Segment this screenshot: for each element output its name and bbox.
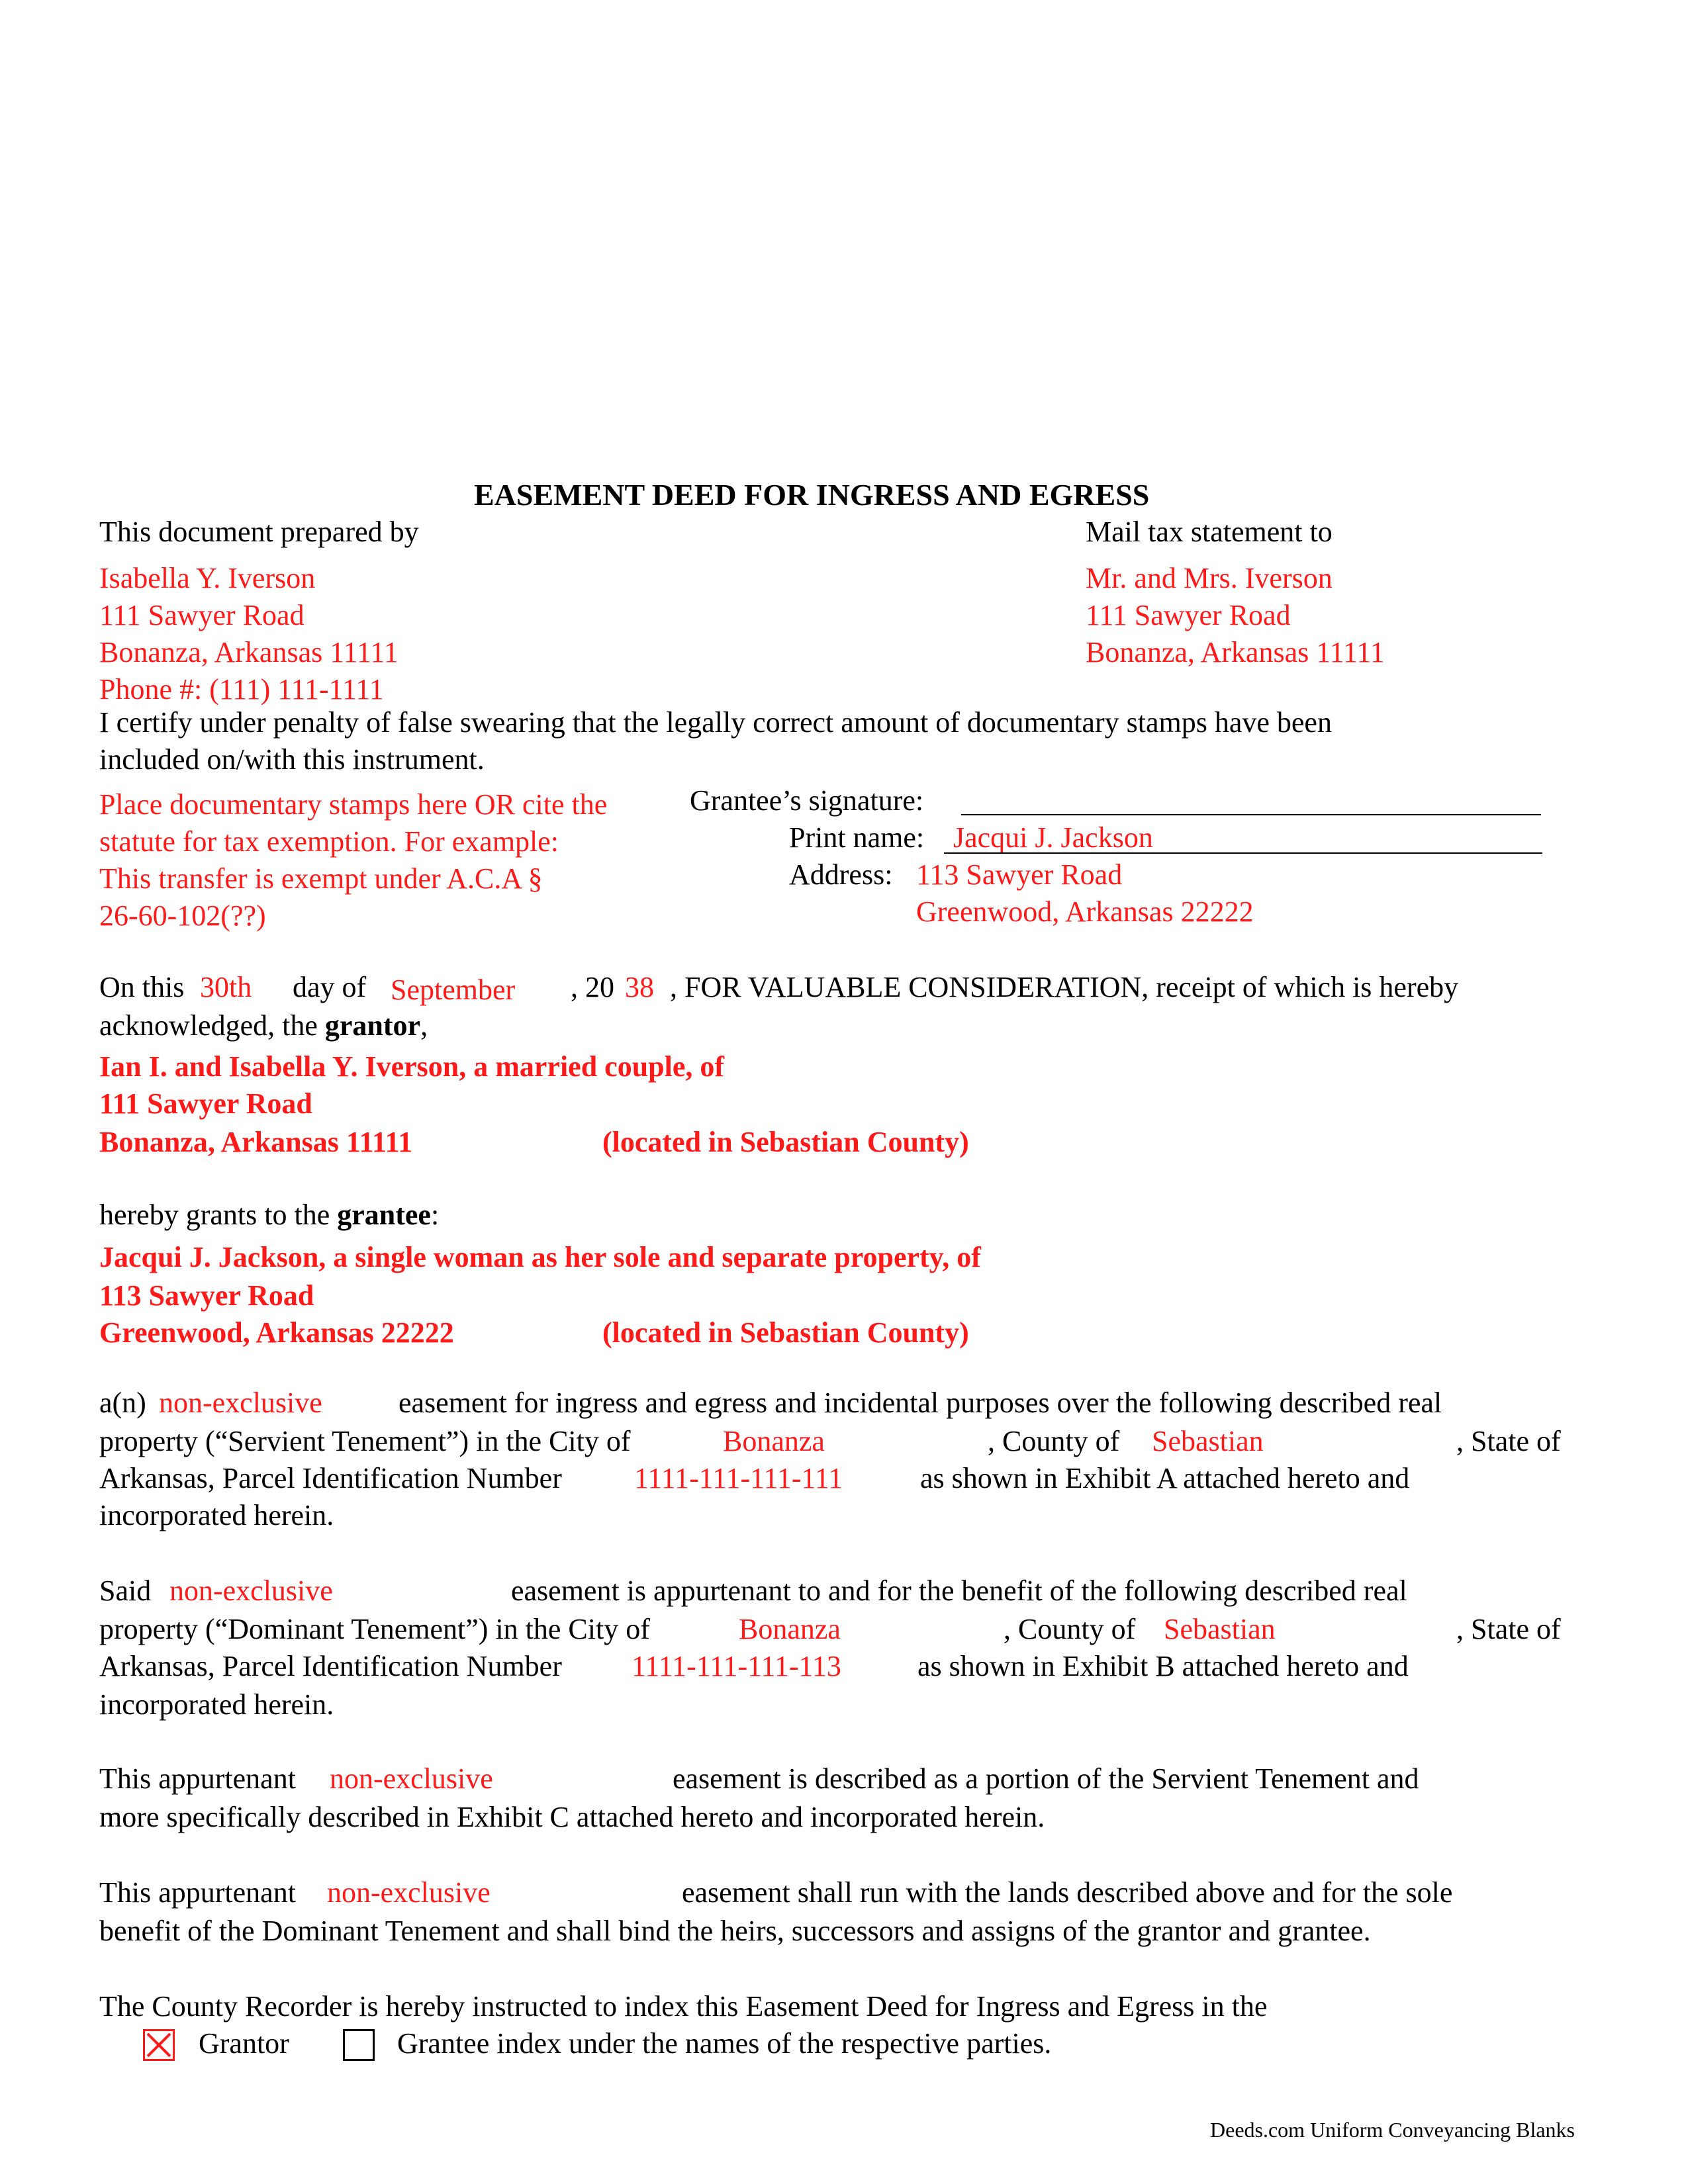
p4-prefix: This appurtenant bbox=[99, 1876, 296, 1909]
grantee-street: 113 Sawyer Road bbox=[99, 1279, 314, 1312]
address-label: Address: bbox=[789, 858, 893, 891]
ack-suffix: , bbox=[420, 1009, 428, 1042]
document-title: EASEMENT DEED FOR INGRESS AND EGRESS bbox=[474, 478, 1150, 512]
p3-prefix: This appurtenant bbox=[99, 1762, 296, 1795]
footer-branding: Deeds.com Uniform Conveyancing Blanks bbox=[1210, 2118, 1575, 2142]
print-name-label: Print name: bbox=[789, 821, 925, 854]
p4-type: non-exclusive bbox=[327, 1876, 491, 1909]
mail-tax-street: 111 Sawyer Road bbox=[1086, 599, 1291, 631]
day-of-text: day of bbox=[293, 971, 367, 1003]
p1-text-5: incorporated herein. bbox=[99, 1499, 334, 1531]
grantee-county: (located in Sebastian County) bbox=[602, 1316, 969, 1349]
p1-type: non-exclusive bbox=[159, 1387, 322, 1419]
p1-county: Sebastian bbox=[1152, 1425, 1264, 1457]
stamps-note-line-3: This transfer is exempt under A.C.A § bbox=[99, 862, 543, 895]
stamps-note-line-2: statute for tax exemption. For example: bbox=[99, 825, 559, 858]
grantor-index-checkbox[interactable] bbox=[143, 2029, 175, 2061]
p2-text-5: incorporated herein. bbox=[99, 1688, 334, 1721]
prepared-by-label: This document prepared by bbox=[99, 516, 419, 548]
p2-state-of: , State of bbox=[1456, 1613, 1561, 1645]
print-name-line bbox=[944, 852, 1542, 854]
p1-state-of: , State of bbox=[1456, 1425, 1561, 1457]
address-line-2: Greenwood, Arkansas 22222 bbox=[916, 895, 1254, 928]
grants-grantee-bold: grantee bbox=[337, 1199, 431, 1231]
p2-text-1: easement is appurtenant to and for the benefit of the following described real bbox=[511, 1574, 1407, 1607]
p4-text-1: easement shall run with the lands described above and for the sole bbox=[682, 1876, 1453, 1909]
grantee-city: Greenwood, Arkansas 22222 bbox=[99, 1316, 454, 1349]
year-prefix: , 20 bbox=[571, 971, 614, 1003]
p2-type: non-exclusive bbox=[169, 1574, 333, 1607]
p2-city: Bonanza bbox=[739, 1613, 841, 1645]
grantor-street: 111 Sawyer Road bbox=[99, 1087, 312, 1120]
p1-text-1: easement for ingress and egress and incidental purposes over the following described real bbox=[399, 1387, 1442, 1419]
grantee-signature-label: Grantee’s signature: bbox=[690, 784, 924, 817]
mail-tax-name: Mr. and Mrs. Iverson bbox=[1086, 562, 1333, 594]
p2-text-2: property (“Dominant Tenement”) in the City of bbox=[99, 1613, 650, 1645]
p2-county-label: , County of bbox=[1004, 1613, 1136, 1645]
grantor-county: (located in Sebastian County) bbox=[602, 1126, 969, 1158]
p1-text-3: Arkansas, Parcel Identification Number bbox=[99, 1462, 562, 1494]
year-suffix: 38 bbox=[625, 971, 654, 1003]
month-value: September bbox=[391, 974, 516, 1006]
p1-text-4: as shown in Exhibit A attached hereto and bbox=[920, 1462, 1410, 1494]
p2-county: Sebastian bbox=[1164, 1613, 1276, 1645]
p3-type: non-exclusive bbox=[330, 1762, 493, 1795]
address-line-1: 113 Sawyer Road bbox=[916, 858, 1123, 891]
certify-line-2: included on/with this instrument. bbox=[99, 743, 485, 776]
checked-x-icon bbox=[145, 2031, 173, 2059]
grantee-index-checkbox[interactable] bbox=[343, 2029, 375, 2061]
p1-county-label: , County of bbox=[988, 1425, 1120, 1457]
grants-suffix: : bbox=[430, 1199, 440, 1231]
signature-line[interactable] bbox=[961, 814, 1541, 815]
grantee-line-1: Jacqui J. Jackson, a single woman as her sole and separate property, of bbox=[99, 1241, 981, 1273]
mail-tax-city: Bonanza, Arkansas 11111 bbox=[1086, 636, 1385, 668]
p4-text-2: benefit of the Dominant Tenement and shall bind the heirs, successors and assigns of the grantor and grantee. bbox=[99, 1915, 1371, 1947]
ack-grantor-bold: grantor bbox=[324, 1009, 421, 1042]
index-line-1: The County Recorder is hereby instructed to index this Easement Deed for Ingress and Egress in the bbox=[99, 1990, 1268, 2023]
p2-text-3: Arkansas, Parcel Identification Number bbox=[99, 1650, 562, 1682]
p2-text-4: as shown in Exhibit B attached hereto and bbox=[917, 1650, 1409, 1682]
preparer-city: Bonanza, Arkansas 11111 bbox=[99, 636, 399, 668]
preparer-phone: Phone #: (111) 111-1111 bbox=[99, 673, 384, 705]
stamps-note-line-1: Place documentary stamps here OR cite the bbox=[99, 788, 608, 821]
mail-tax-label: Mail tax statement to bbox=[1086, 516, 1333, 548]
stamps-note-line-4: 26-60-102(??) bbox=[99, 899, 266, 932]
p1-text-2: property (“Servient Tenement”) in the City of bbox=[99, 1425, 631, 1457]
grantor-index-label: Grantor bbox=[199, 2027, 289, 2060]
print-name-value: Jacqui J. Jackson bbox=[953, 821, 1153, 854]
acknowledged-line bbox=[99, 1007, 428, 1044]
p1-parcel: 1111-111-111-111 bbox=[634, 1462, 843, 1494]
p2-said: Said bbox=[99, 1574, 152, 1607]
grants-line bbox=[99, 1197, 439, 1234]
day-value: 30th bbox=[200, 971, 252, 1003]
certify-line-1: I certify under penalty of false swearing that the legally correct amount of documentary stamps have been bbox=[99, 706, 1332, 739]
grantor-line-1: Ian I. and Isabella Y. Iverson, a married couple, of bbox=[99, 1050, 725, 1083]
p2-parcel: 1111-111-111-113 bbox=[632, 1650, 841, 1682]
p3-text-2: more specifically described in Exhibit C attached hereto and incorporated herein. bbox=[99, 1801, 1045, 1833]
grantor-city: Bonanza, Arkansas 11111 bbox=[99, 1126, 413, 1158]
preparer-name: Isabella Y. Iverson bbox=[99, 562, 316, 594]
consideration-text: , FOR VALUABLE CONSIDERATION, receipt of which is hereby bbox=[670, 971, 1459, 1003]
grantee-index-label: Grantee index under the names of the respective parties. bbox=[397, 2027, 1052, 2060]
p3-text-1: easement is described as a portion of the Servient Tenement and bbox=[673, 1762, 1419, 1795]
p1-city: Bonanza bbox=[723, 1425, 825, 1457]
ack-prefix: acknowledged, the bbox=[99, 1009, 318, 1042]
on-this-text: On this bbox=[99, 971, 185, 1003]
preparer-street: 111 Sawyer Road bbox=[99, 599, 305, 631]
p1-an: a(n) bbox=[99, 1387, 146, 1419]
grants-prefix: hereby grants to the bbox=[99, 1199, 330, 1231]
